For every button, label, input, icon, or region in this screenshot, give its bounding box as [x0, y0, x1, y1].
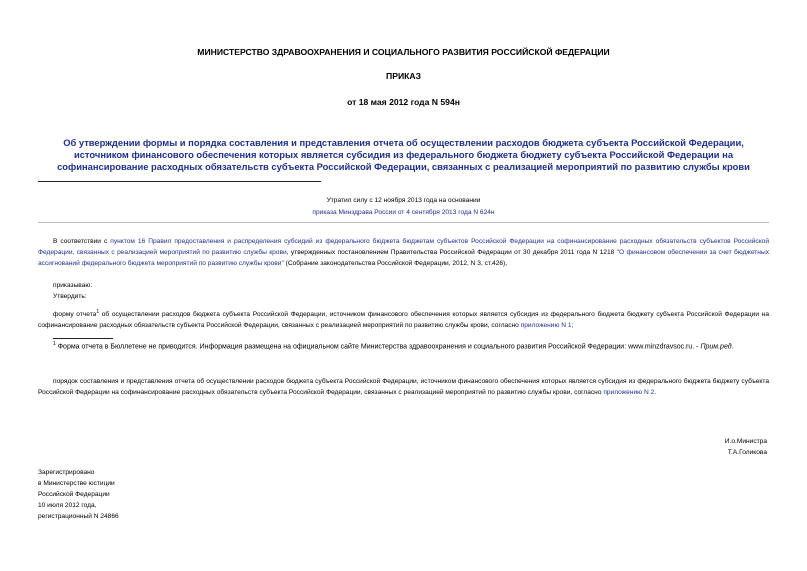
footnote-text: Форма отчета в Бюллетене не приводится. Информация размещена на официальном сайте Министерства здравоохранения и социального развития Российской Федерации: www.minzdravsoc.ru. -	[55, 343, 701, 351]
signature-block	[640, 436, 767, 458]
registration-line-5: регистрационный N 24866	[38, 513, 119, 520]
registration-line-4: 10 июля 2012 года,	[38, 502, 97, 509]
footnote-mark: 1	[53, 341, 56, 347]
title-divider	[38, 181, 321, 182]
footnote	[53, 339, 769, 352]
registration-line-1: Зарегистрировано	[38, 469, 95, 476]
paragraph-form	[38, 307, 769, 331]
p2-text-c: ;	[571, 322, 574, 330]
p1-text-c: (Собрание законодательства Российской Федерации, 2012, N 3, ст.426),	[283, 260, 508, 267]
ministry-heading: МИНИСТЕРСТВО ЗДРАВООХРАНЕНИЯ И СОЦИАЛЬНОГО РАЗВИТИЯ РОССИЙСКОЙ ФЕДЕРАЦИИ	[197, 47, 610, 57]
appendix-2-link[interactable]: приложению N 2	[603, 389, 655, 396]
section-divider	[38, 222, 769, 223]
p1-text-a: В соответствии с	[53, 238, 111, 245]
signatory-position: И.о.Министра	[724, 438, 767, 445]
paragraph-procedure	[38, 376, 769, 398]
appendix-1-link[interactable]: приложению N 1	[520, 322, 572, 330]
p3-text-a: порядок составления и представления отчета об осуществлении расходов бюджета субъекта Российской Федерации, источником финансового обеспечения которых является субсидия из федерального бюджета бюджету субъекта Российской Федерации на софинансирование расходных обязательств субъекта Российской Федерации, связанных с реализацией мероприятий по развитию службы крови, согласно	[38, 378, 769, 396]
footnote-ref: 1	[96, 309, 100, 315]
signatory-name: Т.А.Голикова	[727, 449, 767, 456]
lost-force-link[interactable]: приказа Минздрава России от 4 сентября 2013 года N 624н	[312, 209, 495, 216]
p3-text-c: .	[654, 389, 657, 396]
p2-text-b: об осуществлении расходов бюджета субъекта Российской Федерации, источником финансового обеспечения которых является субсидия из федерального бюджета бюджету субъекта Российской Федерации на софинансирование расходных обязательств субъекта Российской Федерации, связанных с реализацией мероприятий по развитию службы крови, согласно	[38, 311, 769, 330]
registration-line-3: Российской Федерации	[38, 491, 110, 498]
lost-force-text: Утратил силу с 12 ноября 2013 года на основании	[326, 197, 481, 204]
document-date-number: от 18 мая 2012 года N 594н	[347, 97, 460, 107]
resolution-link[interactable]: "О финансовом обеспечении за счет бюджетных ассигнований федерального бюджета мероприятий по развитию службы крови"	[38, 249, 769, 267]
p1-text-b: , утвержденных постановлением Правительства Российской Федерации от 30 декабря 2011 года N 1218	[286, 249, 617, 256]
document-type: ПРИКАЗ	[386, 71, 421, 81]
registration-line-2: в Министерстве юстиции	[38, 480, 115, 487]
p2-text-a: форму отчета	[53, 311, 97, 319]
document-title: Об утверждении формы и порядка составления и представления отчета об осуществлении расходов бюджета субъекта Российской Федерации, источником финансового обеспечения которых является субсидия из федерального бюджета бюджету субъекта Российской Федерации на софинансирование расходных обязательств субъекта Российской Федерации, связанных с реализацией мероприятий по развитию службы крови	[57, 137, 750, 172]
approve-word: Утвердить:	[53, 293, 87, 300]
registration-block	[38, 467, 119, 522]
paragraph-basis	[38, 236, 769, 269]
footnote-editor-note: Прим.ред.	[700, 343, 734, 351]
lost-force-note	[38, 195, 769, 219]
order-word: приказываю:	[53, 282, 93, 289]
rules-link[interactable]: пунктом 16 Правил предоставления и распределения субсидий из федерального бюджета бюджетам субъектов Российской Федерации на софинансирование расходных обязательств субъектов Российской Федерации, связанных с реализацией мероприятий по развитию службы крови	[38, 238, 769, 256]
